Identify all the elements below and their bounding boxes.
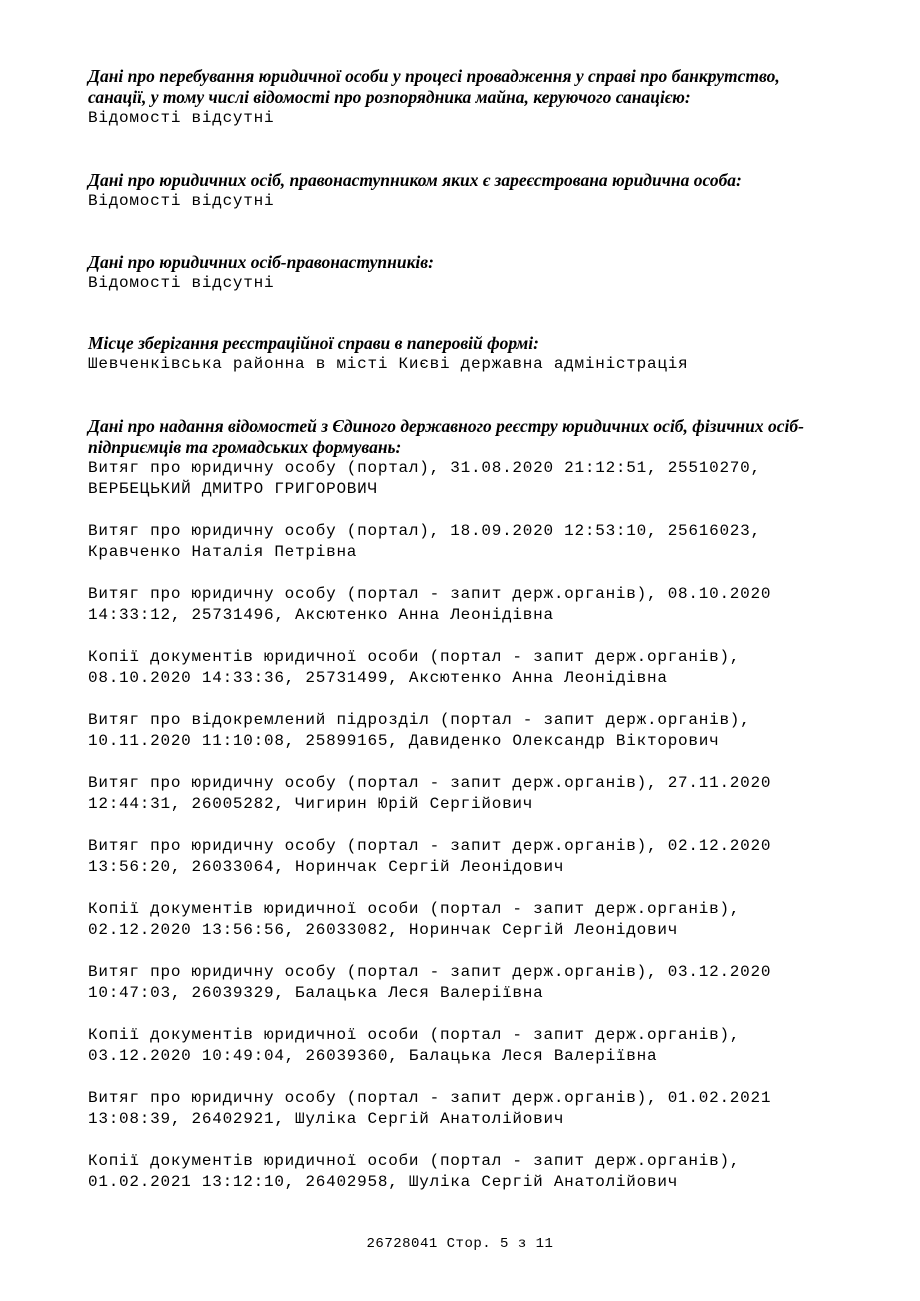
entry-line: 03.12.2020 10:49:04, 26039360, Балацька Леся Валеріївна <box>88 1047 658 1065</box>
bankruptcy-section <box>88 66 868 129</box>
entry-line: 12:44:31, 26005282, Чигирин Юрій Сергійович <box>88 795 534 813</box>
entry-line: Копії документів юридичної особи (портал - запит держ.органів), <box>88 1152 741 1170</box>
list-item <box>88 1025 868 1067</box>
entry-line: Витяг про юридичну особу (портал - запит держ.органів), 03.12.2020 <box>88 963 772 981</box>
page-footer: 26728041 Стор. 5 з 11 <box>366 1236 554 1252</box>
register-info-section <box>88 416 868 458</box>
list-item <box>88 773 868 815</box>
list-item <box>88 584 868 626</box>
register-entries-list <box>88 458 868 1214</box>
section-heading: Дані про юридичних осіб-правонаступників: <box>88 252 434 272</box>
entry-line: Кравченко Наталія Петрівна <box>88 543 358 561</box>
list-item <box>88 521 868 563</box>
section-value: Відомості відсутні <box>88 274 275 292</box>
list-item <box>88 647 868 689</box>
entry-line: Копії документів юридичної особи (портал - запит держ.органів), <box>88 1026 741 1044</box>
entry-line: 14:33:12, 25731496, Аксютенко Анна Леонідівна <box>88 606 554 624</box>
entry-line: Копії документів юридичної особи (портал - запит держ.органів), <box>88 900 741 918</box>
entry-line: Витяг про юридичну особу (портал - запит держ.органів), 01.02.2021 <box>88 1089 772 1107</box>
section-heading: Місце зберігання реєстраційної справи в паперовій формі: <box>88 333 539 353</box>
entry-line: ВЕРБЕЦЬКИЙ ДМИТРО ГРИГОРОВИЧ <box>88 480 378 498</box>
entry-line: Витяг про юридичну особу (портал - запит держ.органів), 27.11.2020 <box>88 774 772 792</box>
entry-line: Витяг про відокремлений підрозділ (портал - запит держ.органів), <box>88 711 751 729</box>
entry-line: Витяг про юридичну особу (портал), 18.09.2020 12:53:10, 25616023, <box>88 522 761 540</box>
list-item <box>88 1151 868 1193</box>
entry-line: 13:56:20, 26033064, Норинчак Сергій Леонідович <box>88 858 565 876</box>
list-item <box>88 710 868 752</box>
entry-line: Витяг про юридичну особу (портал - запит держ.органів), 08.10.2020 <box>88 585 772 603</box>
section-heading: Дані про перебування юридичної особи у процесі провадження у справі про банкрутство, санації, у тому числі відомості про розпорядника майна, керуючого санацією: <box>88 66 780 107</box>
entry-line: 02.12.2020 13:56:56, 26033082, Норинчак Сергій Леонідович <box>88 921 679 939</box>
section-value: Шевченківська районна в місті Києві державна адміністрація <box>88 355 689 373</box>
entry-line: Копії документів юридичної особи (портал - запит держ.органів), <box>88 648 741 666</box>
entry-line: 10:47:03, 26039329, Балацька Леся Валеріївна <box>88 984 544 1002</box>
entry-line: 08.10.2020 14:33:36, 25731499, Аксютенко Анна Леонідівна <box>88 669 668 687</box>
section-value: Відомості відсутні <box>88 109 275 127</box>
section-value: Відомості відсутні <box>88 192 275 210</box>
list-item <box>88 899 868 941</box>
entry-line: Витяг про юридичну особу (портал), 31.08.2020 21:12:51, 25510270, <box>88 459 761 477</box>
entry-line: 13:08:39, 26402921, Шуліка Сергій Анатолійович <box>88 1110 565 1128</box>
section-heading: Дані про юридичних осіб, правонаступником яких є зареєстрована юридична особа: <box>88 170 742 190</box>
list-item <box>88 458 868 500</box>
section-heading: Дані про надання відомостей з Єдиного державного реєстру юридичних осіб, фізичних осіб- підприємців та громадських формувань: <box>88 416 804 457</box>
entry-line: 01.02.2021 13:12:10, 26402958, Шуліка Сергій Анатолійович <box>88 1173 679 1191</box>
list-item <box>88 1088 868 1130</box>
predecessors-section <box>88 170 868 212</box>
successors-section <box>88 252 868 294</box>
list-item <box>88 836 868 878</box>
registration-storage-section <box>88 333 868 375</box>
entry-line: 10.11.2020 11:10:08, 25899165, Давиденко Олександр Вікторович <box>88 732 720 750</box>
list-item <box>88 962 868 1004</box>
entry-line: Витяг про юридичну особу (портал - запит держ.органів), 02.12.2020 <box>88 837 772 855</box>
